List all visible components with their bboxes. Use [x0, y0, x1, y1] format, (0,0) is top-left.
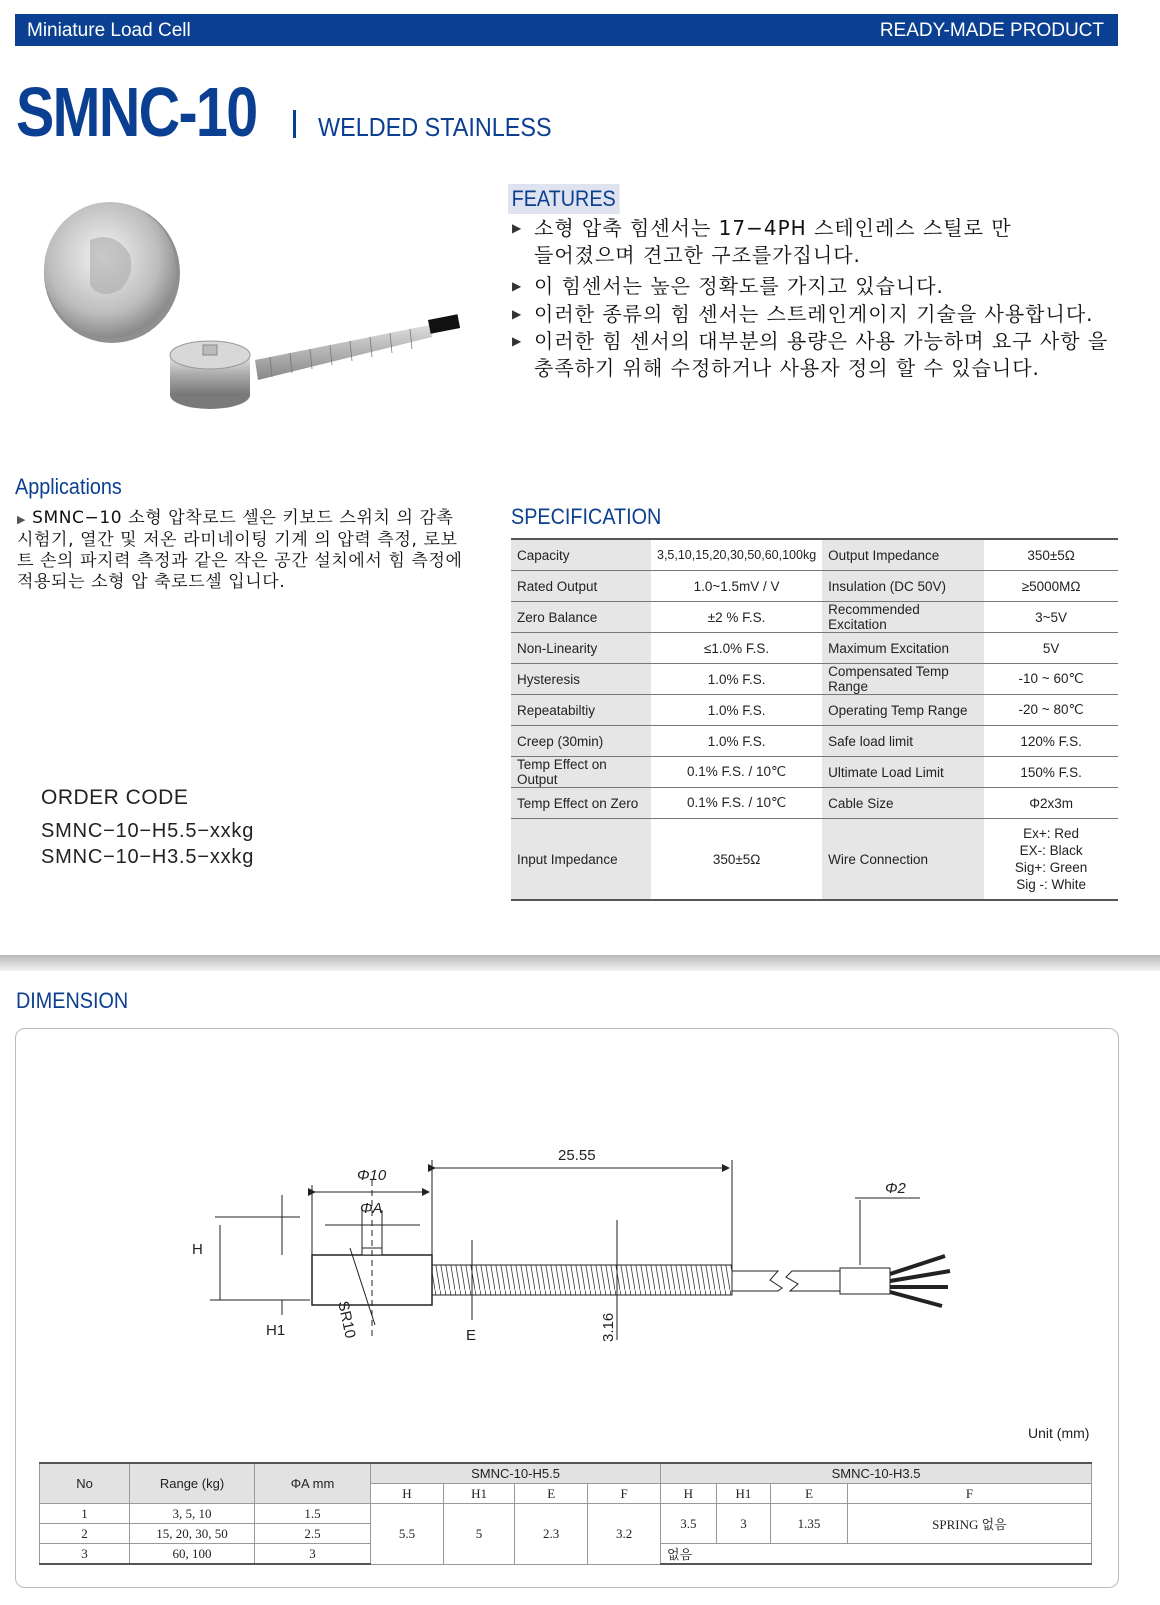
spec-value: Φ2x3m: [984, 788, 1118, 819]
cell-value: 3.2: [588, 1504, 661, 1565]
sub-col: H1: [716, 1484, 771, 1504]
sub-col: H: [371, 1484, 444, 1504]
spec-key: Capacity: [511, 539, 651, 571]
spec-value: 3,5,10,15,20,30,50,60,100kg: [651, 539, 822, 571]
triangle-bullet-icon: ▶: [512, 279, 523, 293]
dimension-table: [39, 1462, 1092, 1565]
spec-row: [511, 539, 1118, 571]
spec-row: [511, 788, 1118, 819]
spec-value: 350±5Ω: [651, 819, 822, 901]
spec-key: Recommended Excitation: [822, 602, 984, 633]
triangle-bullet-icon: ▶: [17, 513, 27, 526]
group-h35: SMNC-10-H3.5: [661, 1463, 1092, 1484]
spec-key: Rated Output: [511, 571, 651, 602]
spec-key: Insulation (DC 50V): [822, 571, 984, 602]
features-title: FEATURES: [508, 184, 619, 214]
wire-item: EX-: Black: [1019, 843, 1083, 858]
spec-row: [511, 819, 1118, 901]
sub-col: H1: [443, 1484, 514, 1504]
ready-made-badge: READY-MADE PRODUCT: [879, 20, 1104, 41]
spec-key: Ultimate Load Limit: [822, 757, 984, 788]
feature-text: 소형 압축 힘센서는 17−4PH 스테인레스 스틸로 만 들어졌으며 견고한 구조를가집니다.: [534, 216, 1012, 267]
spec-key: Wire Connection: [822, 819, 984, 901]
wire-item: Ex+: Red: [1023, 826, 1080, 841]
spec-key: Input Impedance: [511, 819, 651, 901]
spec-value: 1.0% F.S.: [651, 726, 822, 757]
dim-3-16: 3.16: [600, 1312, 617, 1342]
dim-E: E: [466, 1327, 477, 1344]
spec-key: Hysteresis: [511, 664, 651, 695]
spec-key: Cable Size: [822, 788, 984, 819]
cell-value: 2.3: [515, 1504, 588, 1565]
dimension-title: DIMENSION: [16, 988, 129, 1013]
spec-key: Output Impedance: [822, 539, 984, 571]
product-photo: [30, 195, 490, 435]
spec-key: Repeatabiltiy: [511, 695, 651, 726]
cell-value: SPRING 없음: [847, 1504, 1091, 1544]
spec-value: 0.1% F.S. / 10℃: [651, 788, 822, 819]
feature-item: [512, 301, 1132, 328]
category-label: Miniature Load Cell: [27, 20, 191, 41]
spec-key: Maximum Excitation: [822, 633, 984, 664]
dim-phi10: Φ10: [357, 1167, 387, 1184]
dim-SR10: SR10: [334, 1299, 359, 1340]
spec-key: Zero Balance: [511, 602, 651, 633]
spec-key: Compensated Temp Range: [822, 664, 984, 695]
spec-value: -20 ~ 80℃: [984, 695, 1118, 726]
spec-value: ±2 % F.S.: [651, 602, 822, 633]
specification-title: SPECIFICATION: [511, 504, 662, 529]
triangle-bullet-icon: ▶: [512, 307, 523, 321]
cell-value: 3.5: [661, 1504, 717, 1544]
cell-note: 없음: [661, 1544, 1092, 1565]
spec-value: 1.0% F.S.: [651, 664, 822, 695]
feature-text: 이러한 종류의 힘 센서는 스트레인게이지 기술을 사용합니다.: [534, 302, 1094, 326]
triangle-bullet-icon: ▶: [512, 334, 523, 348]
spec-row: [511, 633, 1118, 664]
sub-col: E: [771, 1484, 848, 1504]
col-range: Range (kg): [130, 1463, 255, 1504]
feature-text: 이 힘센서는 높은 정확도를 가지고 있습니다.: [534, 274, 944, 298]
spec-row: [511, 757, 1118, 788]
dim-length: 25.55: [558, 1147, 596, 1164]
sub-col: H: [661, 1484, 717, 1504]
spec-value: 1.0~1.5mV / V: [651, 571, 822, 602]
spec-row: [511, 602, 1118, 633]
col-no: No: [40, 1463, 130, 1504]
feature-text: 이러한 힘 센서의 대부분의 용량은 사용 가능하며 요구 사항 을 충족하기 위해 수정하거나 사용자 정의 할 수 있습니다.: [534, 329, 1109, 380]
spec-row: [511, 571, 1118, 602]
applications-text: [17, 508, 467, 593]
dim-phi2: Φ2: [885, 1180, 906, 1197]
feature-item: [512, 273, 1072, 300]
unit-label: Unit (mm): [1028, 1425, 1090, 1441]
sub-col: F: [847, 1484, 1091, 1504]
title-divider: [293, 110, 296, 138]
model-title: SMNC-10: [16, 73, 257, 151]
col-phiA: ΦA mm: [255, 1463, 371, 1504]
section-divider-band: [0, 955, 1160, 971]
triangle-bullet-icon: ▶: [512, 221, 523, 235]
dim-H: H: [192, 1241, 203, 1258]
cell-range: 60, 100: [130, 1544, 255, 1565]
dim-H1: H1: [266, 1322, 286, 1339]
spec-key: Temp Effect on Output: [511, 757, 651, 788]
wire-item: Sig+: Green: [1014, 860, 1088, 875]
cell-value: 3: [716, 1504, 771, 1544]
spec-value: ≥5000MΩ: [984, 571, 1118, 602]
spec-value: 350±5Ω: [984, 539, 1118, 571]
order-code-line: SMNC−10−H3.5−xxkg: [41, 846, 255, 868]
cell-value: 5.5: [371, 1504, 444, 1565]
order-code-line: SMNC−10−H5.5−xxkg: [41, 820, 255, 842]
spec-value: -10 ~ 60℃: [984, 664, 1118, 695]
spec-value: 3~5V: [984, 602, 1118, 633]
spec-value: 0.1% F.S. / 10℃: [651, 757, 822, 788]
spec-value: 150% F.S.: [984, 757, 1118, 788]
spec-value: 120% F.S.: [984, 726, 1118, 757]
dim-phiA: ΦA: [360, 1200, 383, 1217]
wire-connection-list: [984, 819, 1118, 901]
spec-value: ≤1.0% F.S.: [651, 633, 822, 664]
order-code-title: ORDER CODE: [41, 786, 189, 809]
cell-no: 3: [40, 1544, 130, 1565]
spec-row: [511, 664, 1118, 695]
sub-col: E: [515, 1484, 588, 1504]
spec-key: Temp Effect on Zero: [511, 788, 651, 819]
spec-key: Creep (30min): [511, 726, 651, 757]
spec-value: 1.0% F.S.: [651, 695, 822, 726]
cell-no: 1: [40, 1504, 130, 1524]
cell-range: 3, 5, 10: [130, 1504, 255, 1524]
cell-phi: 3: [255, 1544, 371, 1565]
header-bar: [15, 14, 1118, 46]
feature-item: [512, 328, 1112, 382]
cell-value: 5: [443, 1504, 514, 1565]
spec-key: Non-Linearity: [511, 633, 651, 664]
spec-table: [511, 538, 1118, 901]
spec-value: 5V: [984, 633, 1118, 664]
cell-value: 1.35: [771, 1504, 848, 1544]
feature-item: [512, 215, 1032, 269]
group-h55: SMNC-10-H5.5: [371, 1463, 661, 1484]
table-header-row: [40, 1463, 1092, 1484]
spec-key: Safe load limit: [822, 726, 984, 757]
dimension-drawing: [190, 1140, 990, 1360]
cell-phi: 1.5: [255, 1504, 371, 1524]
cell-range: 15, 20, 30, 50: [130, 1524, 255, 1544]
spec-row: [511, 695, 1118, 726]
applications-title: Applications: [15, 474, 122, 499]
spec-key: Operating Temp Range: [822, 695, 984, 726]
cell-no: 2: [40, 1524, 130, 1544]
table-row: [40, 1504, 1092, 1524]
wire-item: Sig -: White: [1016, 877, 1086, 892]
applications-body: SMNC−10 소형 압착로드 셀은 키보드 스위치 의 감촉 시험기, 열간 및 저온 라미네이팅 기계 의 압력 측정, 로보트 손의 파지력 측정과 같은 작은 공간 설치에서 힘 측정에적용되는 소형 압 축로드셀 입니다.: [17, 508, 463, 592]
model-subtitle: WELDED STAINLESS: [318, 112, 552, 142]
spec-row: [511, 726, 1118, 757]
cell-phi: 2.5: [255, 1524, 371, 1544]
sub-col: F: [588, 1484, 661, 1504]
